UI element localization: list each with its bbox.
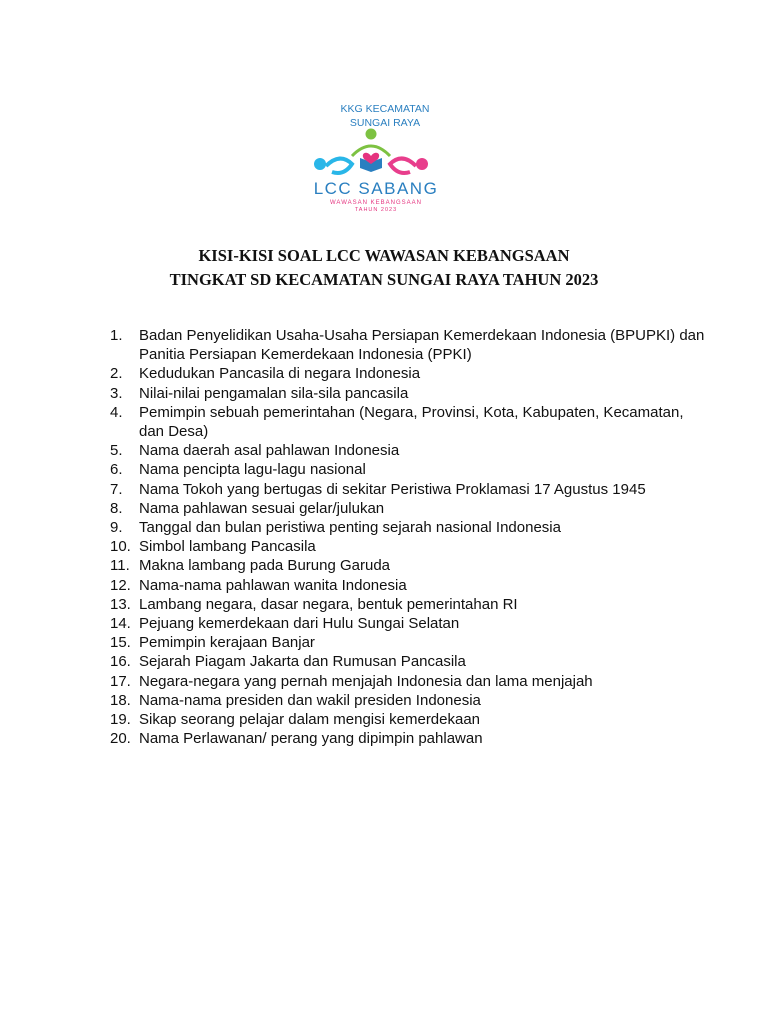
list-item [0, 518, 768, 537]
list-text: Badan Penyelidikan Usaha-Usaha Persiapan Kemerdekaan Indonesia (BPUPKI) dan Panitia Persiapan Kemerdekaan Indonesia (PPKI) [139, 327, 705, 364]
list-number: 16. [110, 653, 131, 671]
title-line-1: KISI-KISI SOAL LCC WAWASAN KEBANGSAAN [198, 246, 570, 265]
title-line-2: TINGKAT SD KECAMATAN SUNGAI RAYA TAHUN 2023 [169, 270, 599, 289]
list-item [0, 460, 768, 479]
list-item [0, 652, 768, 671]
list-number: 10. [110, 538, 131, 556]
list-text: Nama pencipta lagu-lagu nasional [139, 461, 366, 479]
list-item [0, 441, 768, 460]
logo-figure-arms-cyan [326, 158, 352, 173]
list-text: Pejuang kemerdekaan dari Hulu Sungai Selatan [139, 615, 460, 633]
list-text: Sejarah Piagam Jakarta dan Rumusan Pancasila [139, 653, 466, 671]
list-item [0, 499, 768, 518]
document-title [0, 244, 768, 292]
logo-graphic [300, 96, 470, 216]
list-number: 8. [110, 499, 123, 517]
list-text: Pemimpin kerajaan Banjar [139, 634, 315, 652]
list-text: Negara-negara yang pernah menjajah Indonesia dan lama menjajah [139, 672, 593, 690]
list-number: 15. [110, 634, 131, 652]
list-item [0, 576, 768, 595]
list-text: Pemimpin sebuah pemerintahan (Negara, Provinsi, Kota, Kabupaten, Kecamatan, dan Desa) [139, 403, 684, 441]
logo-line1: KKG KECAMATAN [340, 103, 430, 115]
list-item [0, 729, 768, 748]
list-item [0, 691, 768, 710]
list-text: Kedudukan Pancasila di negara Indonesia [139, 365, 421, 383]
list-text: Nama-nama presiden dan wakil presiden Indonesia [139, 691, 481, 709]
list-number: 1. [110, 327, 123, 344]
list-number: 18. [110, 691, 131, 709]
list-item [0, 595, 768, 614]
list-item [0, 633, 768, 652]
logo-figure-head-green [366, 129, 377, 140]
list-text: Lambang negara, dasar negara, bentuk pemerintahan RI [139, 595, 518, 613]
logo-line2: SUNGAI RAYA [349, 117, 421, 129]
list-number: 19. [110, 711, 131, 729]
list-number: 20. [110, 730, 131, 748]
lcc-sabang-logo [300, 96, 470, 216]
list-number: 17. [110, 672, 131, 690]
list-number: 9. [110, 519, 123, 537]
list-text: Nama daerah asal pahlawan Indonesia [139, 442, 400, 460]
list-text: Tanggal dan bulan peristiwa penting sejarah nasional Indonesia [139, 519, 561, 537]
logo-figure-arms-green [352, 146, 390, 156]
logo-sub2: TAHUN 2023 [354, 207, 398, 213]
topic-list [0, 326, 768, 748]
logo-figure-head-pink [416, 158, 428, 170]
list-item [0, 326, 768, 364]
list-number: 3. [110, 384, 123, 402]
list-text: Nama pahlawan sesuai gelar/julukan [139, 499, 385, 517]
list-text: Nama-nama pahlawan wanita Indonesia [139, 576, 407, 594]
list-text: Nama Tokoh yang bertugas di sekitar Peristiwa Proklamasi 17 Agustus 1945 [139, 480, 646, 498]
list-item [0, 384, 768, 403]
list-number: 13. [110, 595, 131, 613]
list-number: 11. [110, 557, 130, 575]
list-item [0, 480, 768, 499]
logo-brand: LCC SABANG [313, 179, 439, 198]
list-number: 5. [110, 442, 123, 460]
list-item [0, 537, 768, 556]
list-item [0, 403, 768, 441]
list-item [0, 710, 768, 729]
logo-figure-arms-pink [390, 158, 416, 173]
list-number: 6. [110, 461, 123, 479]
list-text: Nilai-nilai pengamalan sila-sila pancasila [139, 384, 409, 402]
list-number: 14. [110, 615, 131, 633]
list-number: 4. [110, 403, 123, 421]
list-item [0, 614, 768, 633]
list-number: 7. [110, 480, 123, 498]
logo-sub1: WAWASAN KEBANGSAAN [329, 200, 423, 206]
list-text: Makna lambang pada Burung Garuda [139, 557, 391, 575]
list-item [0, 364, 768, 383]
list-item [0, 556, 768, 575]
list-number: 12. [110, 576, 131, 594]
list-number: 2. [110, 365, 123, 383]
list-item [0, 672, 768, 691]
list-text: Simbol lambang Pancasila [139, 538, 316, 556]
list-text: Nama Perlawanan/ perang yang dipimpin pahlawan [139, 730, 483, 748]
list-text: Sikap seorang pelajar dalam mengisi kemerdekaan [139, 711, 481, 729]
logo-figure-head-cyan [314, 158, 326, 170]
